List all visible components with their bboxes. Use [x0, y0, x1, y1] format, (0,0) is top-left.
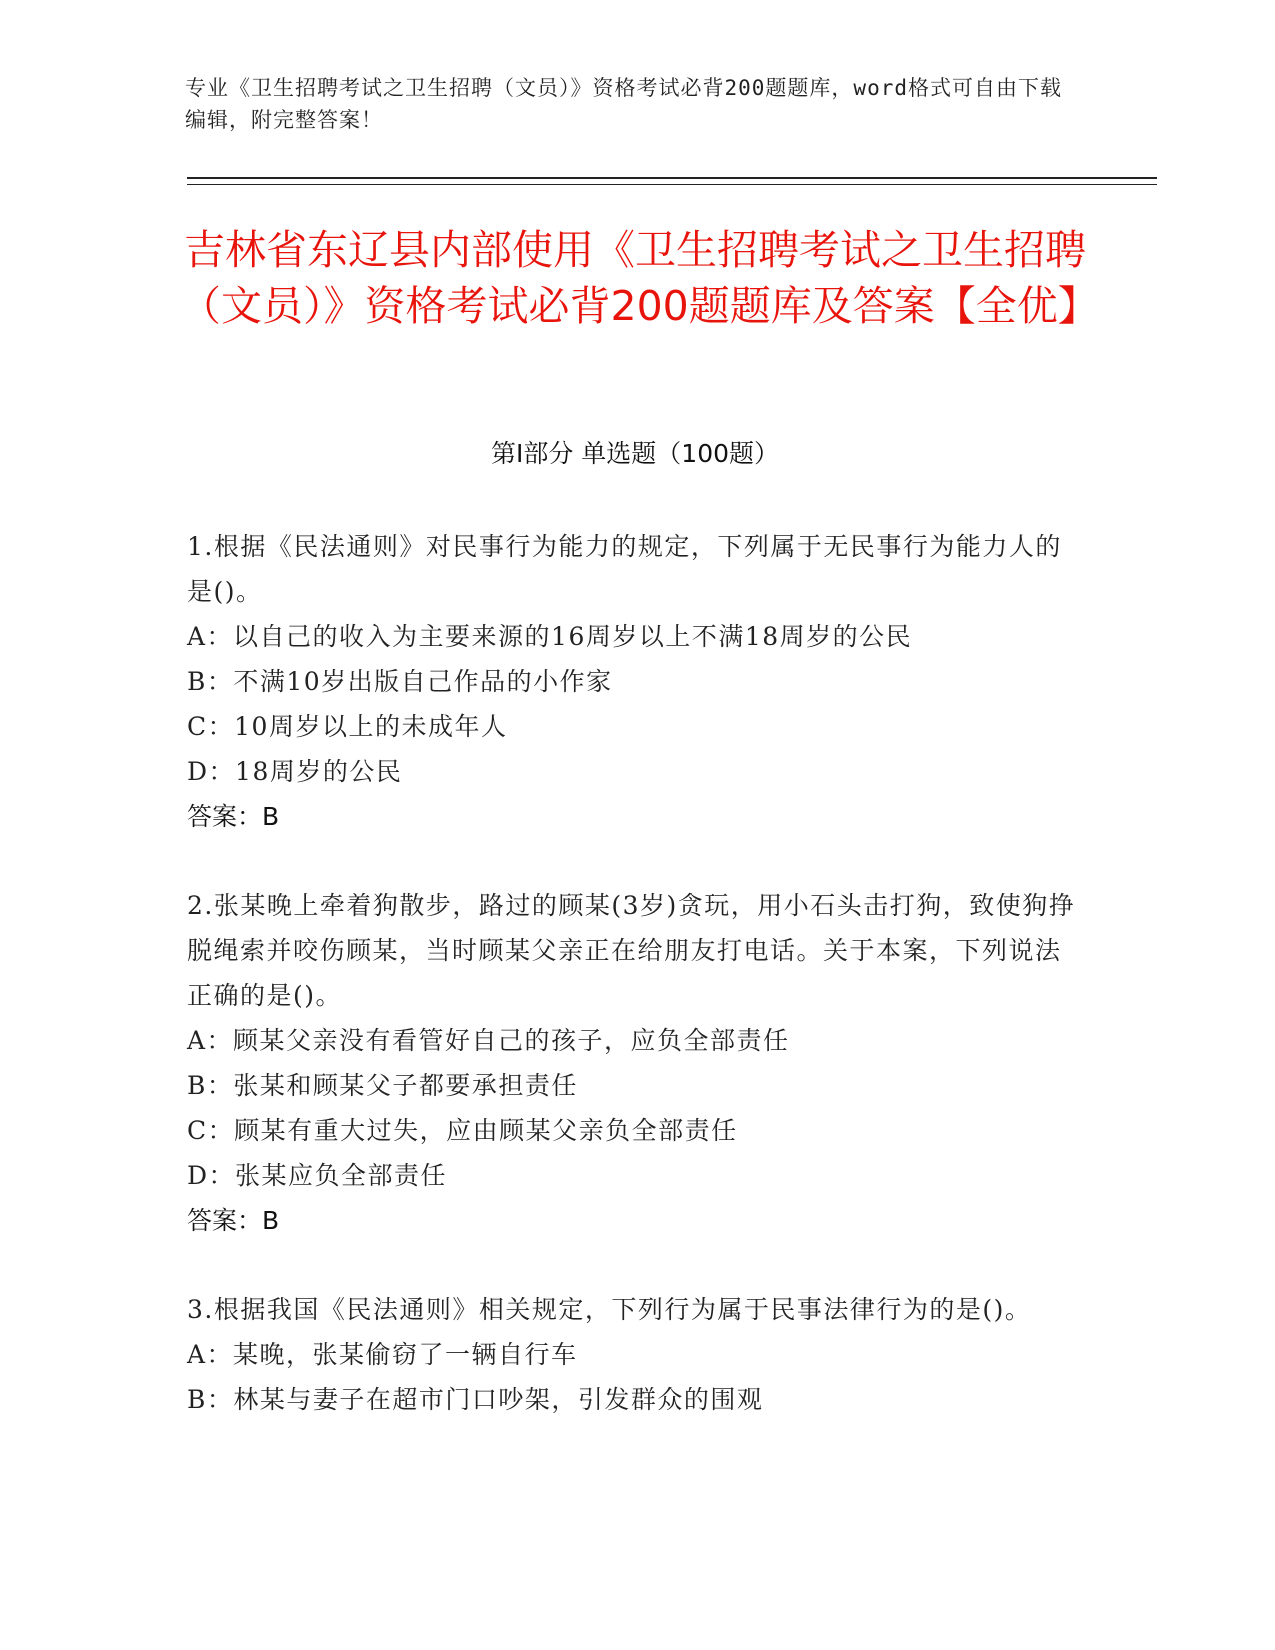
header-note: 专业《卫生招聘考试之卫生招聘（文员）》资格考试必背200题题库，word格式可自由下载编辑，附完整答案！: [185, 76, 1062, 132]
question-1: [187, 524, 1087, 839]
option-b: B：林某与妻子在超市门口吵架，引发群众的围观: [187, 1385, 764, 1414]
header-divider-thin: [187, 184, 1157, 185]
answer-line: 答案：B: [187, 1206, 280, 1235]
question-3: [187, 1287, 1087, 1422]
question-stem: 2.张某晚上牵着狗散步，路过的顾某(3岁)贪玩，用小石头击打狗，致使狗挣脱绳索并咬伤顾某，当时顾某父亲正在给朋友打电话。关于本案，下列说法正确的是()。: [187, 891, 1076, 1010]
question-stem: 3.根据我国《民法通则》相关规定，下列行为属于民事法律行为的是()。: [187, 1295, 1032, 1324]
option-a: A：顾某父亲没有看管好自己的孩子，应负全部责任: [187, 1026, 790, 1055]
question-stem: 1.根据《民法通则》对民事行为能力的规定，下列属于无民事行为能力人的是()。: [187, 532, 1062, 606]
option-c: C：顾某有重大过失，应由顾某父亲负全部责任: [187, 1116, 738, 1145]
option-c: C：10周岁以上的未成年人: [187, 712, 508, 741]
question-2: [187, 883, 1087, 1243]
answer-line: 答案：B: [187, 802, 280, 831]
question-list: [187, 524, 1087, 1466]
header-divider-thick: [187, 177, 1157, 179]
option-b: B：张某和顾某父子都要承担责任: [187, 1071, 578, 1100]
option-b: B：不满10岁出版自己作品的小作家: [187, 667, 613, 696]
option-d: D：张某应负全部责任: [187, 1161, 448, 1190]
option-d: D：18周岁的公民: [187, 757, 403, 786]
document-title: 吉林省东辽县内部使用《卫生招聘考试之卫生招聘（文员）》资格考试必背200题题库及答案【全优】: [180, 226, 1099, 330]
section-title: 第Ⅰ部分 单选题（100题）: [490, 439, 780, 468]
option-a: A：某晚，张某偷窃了一辆自行车: [187, 1340, 578, 1369]
option-a: A：以自己的收入为主要来源的16周岁以上不满18周岁的公民: [187, 622, 913, 651]
